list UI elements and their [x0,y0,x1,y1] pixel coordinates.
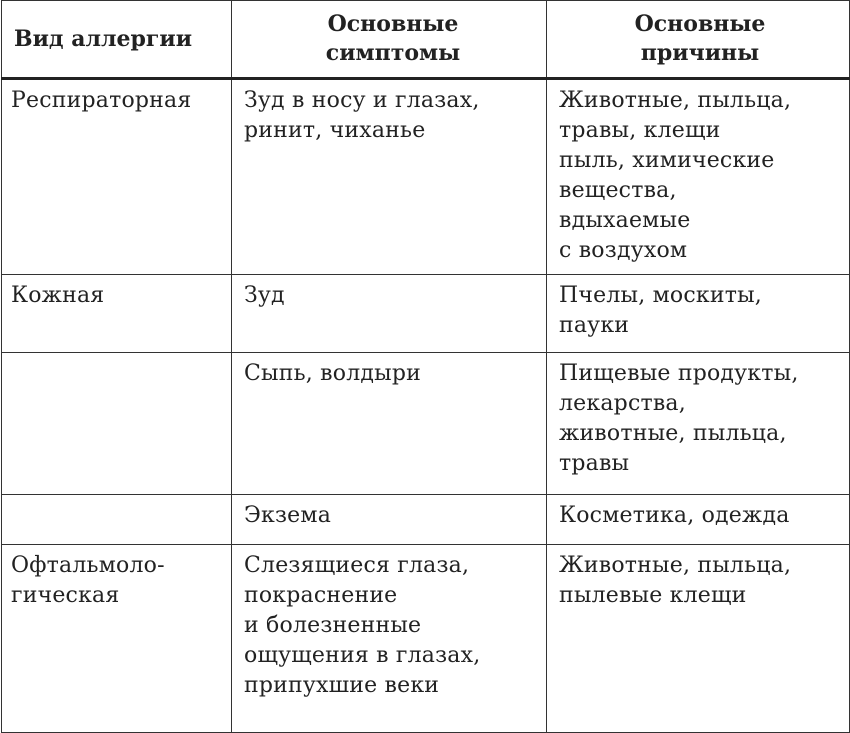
cell-line: и болезненные [244,613,422,638]
cell-line: Кожная [11,283,105,308]
cell-causes [547,79,850,275]
cell-line: с воздухом [559,238,688,263]
cell-line: Косметика, одежда [559,503,790,528]
cell-symptoms [232,353,547,495]
cell-symptoms [232,495,547,545]
header-row [2,1,850,79]
table-row [2,79,850,275]
cell-line: Слезящиеся глаза, [244,553,470,578]
table-row [2,495,850,545]
table-row [2,353,850,495]
cell-allergy-type [2,353,232,495]
allergy-table [1,0,850,733]
cell-allergy-type [2,495,232,545]
cell-line: ощущения в глазах, [244,643,481,668]
header-main-symptoms [232,1,547,79]
cell-line: лекарства, [559,391,686,416]
cell-line: пылевые клещи [559,583,747,608]
cell-line: пауки [559,313,630,338]
table-body [2,79,850,733]
cell-line: Офтальмоло- [11,553,165,578]
cell-line: Животные, пыльца, [559,553,792,578]
cell-symptoms [232,79,547,275]
cell-line: Пчелы, москиты, [559,283,762,308]
header-line: Основные [327,11,459,37]
cell-causes [547,275,850,353]
header-line: Основные [634,11,766,37]
header-line: симптомы [325,40,461,66]
cell-symptoms [232,545,547,733]
cell-line: Животные, пыльца, [559,88,792,113]
cell-allergy-type [2,79,232,275]
cell-line: вещества, [559,178,677,203]
cell-allergy-type [2,545,232,733]
header-line: причины [640,40,760,66]
cell-line: Экзема [244,503,332,528]
cell-line: животные, пыльца, [559,421,787,446]
cell-line: травы [559,451,630,476]
cell-line: Сыпь, волдыри [244,361,421,386]
cell-line: пыль, химические [559,148,775,173]
cell-line: Респираторная [11,88,192,113]
cell-causes [547,353,850,495]
header-line: Вид аллергии [14,25,193,52]
cell-line: Зуд [244,283,285,308]
cell-causes [547,495,850,545]
cell-line: покраснение [244,583,398,608]
header-allergy-type [2,1,232,79]
cell-line: гическая [11,583,120,608]
cell-line: припухшие веки [244,673,440,698]
cell-symptoms [232,275,547,353]
cell-line: вдыхаемые [559,208,691,233]
table-row [2,275,850,353]
cell-line: Пищевые продукты, [559,361,799,386]
cell-causes [547,545,850,733]
table-row [2,545,850,733]
cell-line: травы, клещи [559,118,721,143]
cell-line: Зуд в носу и глазах, [244,88,480,113]
header-main-causes [547,1,850,79]
table-header [2,1,850,79]
cell-line: ринит, чиханье [244,118,426,143]
cell-allergy-type [2,275,232,353]
